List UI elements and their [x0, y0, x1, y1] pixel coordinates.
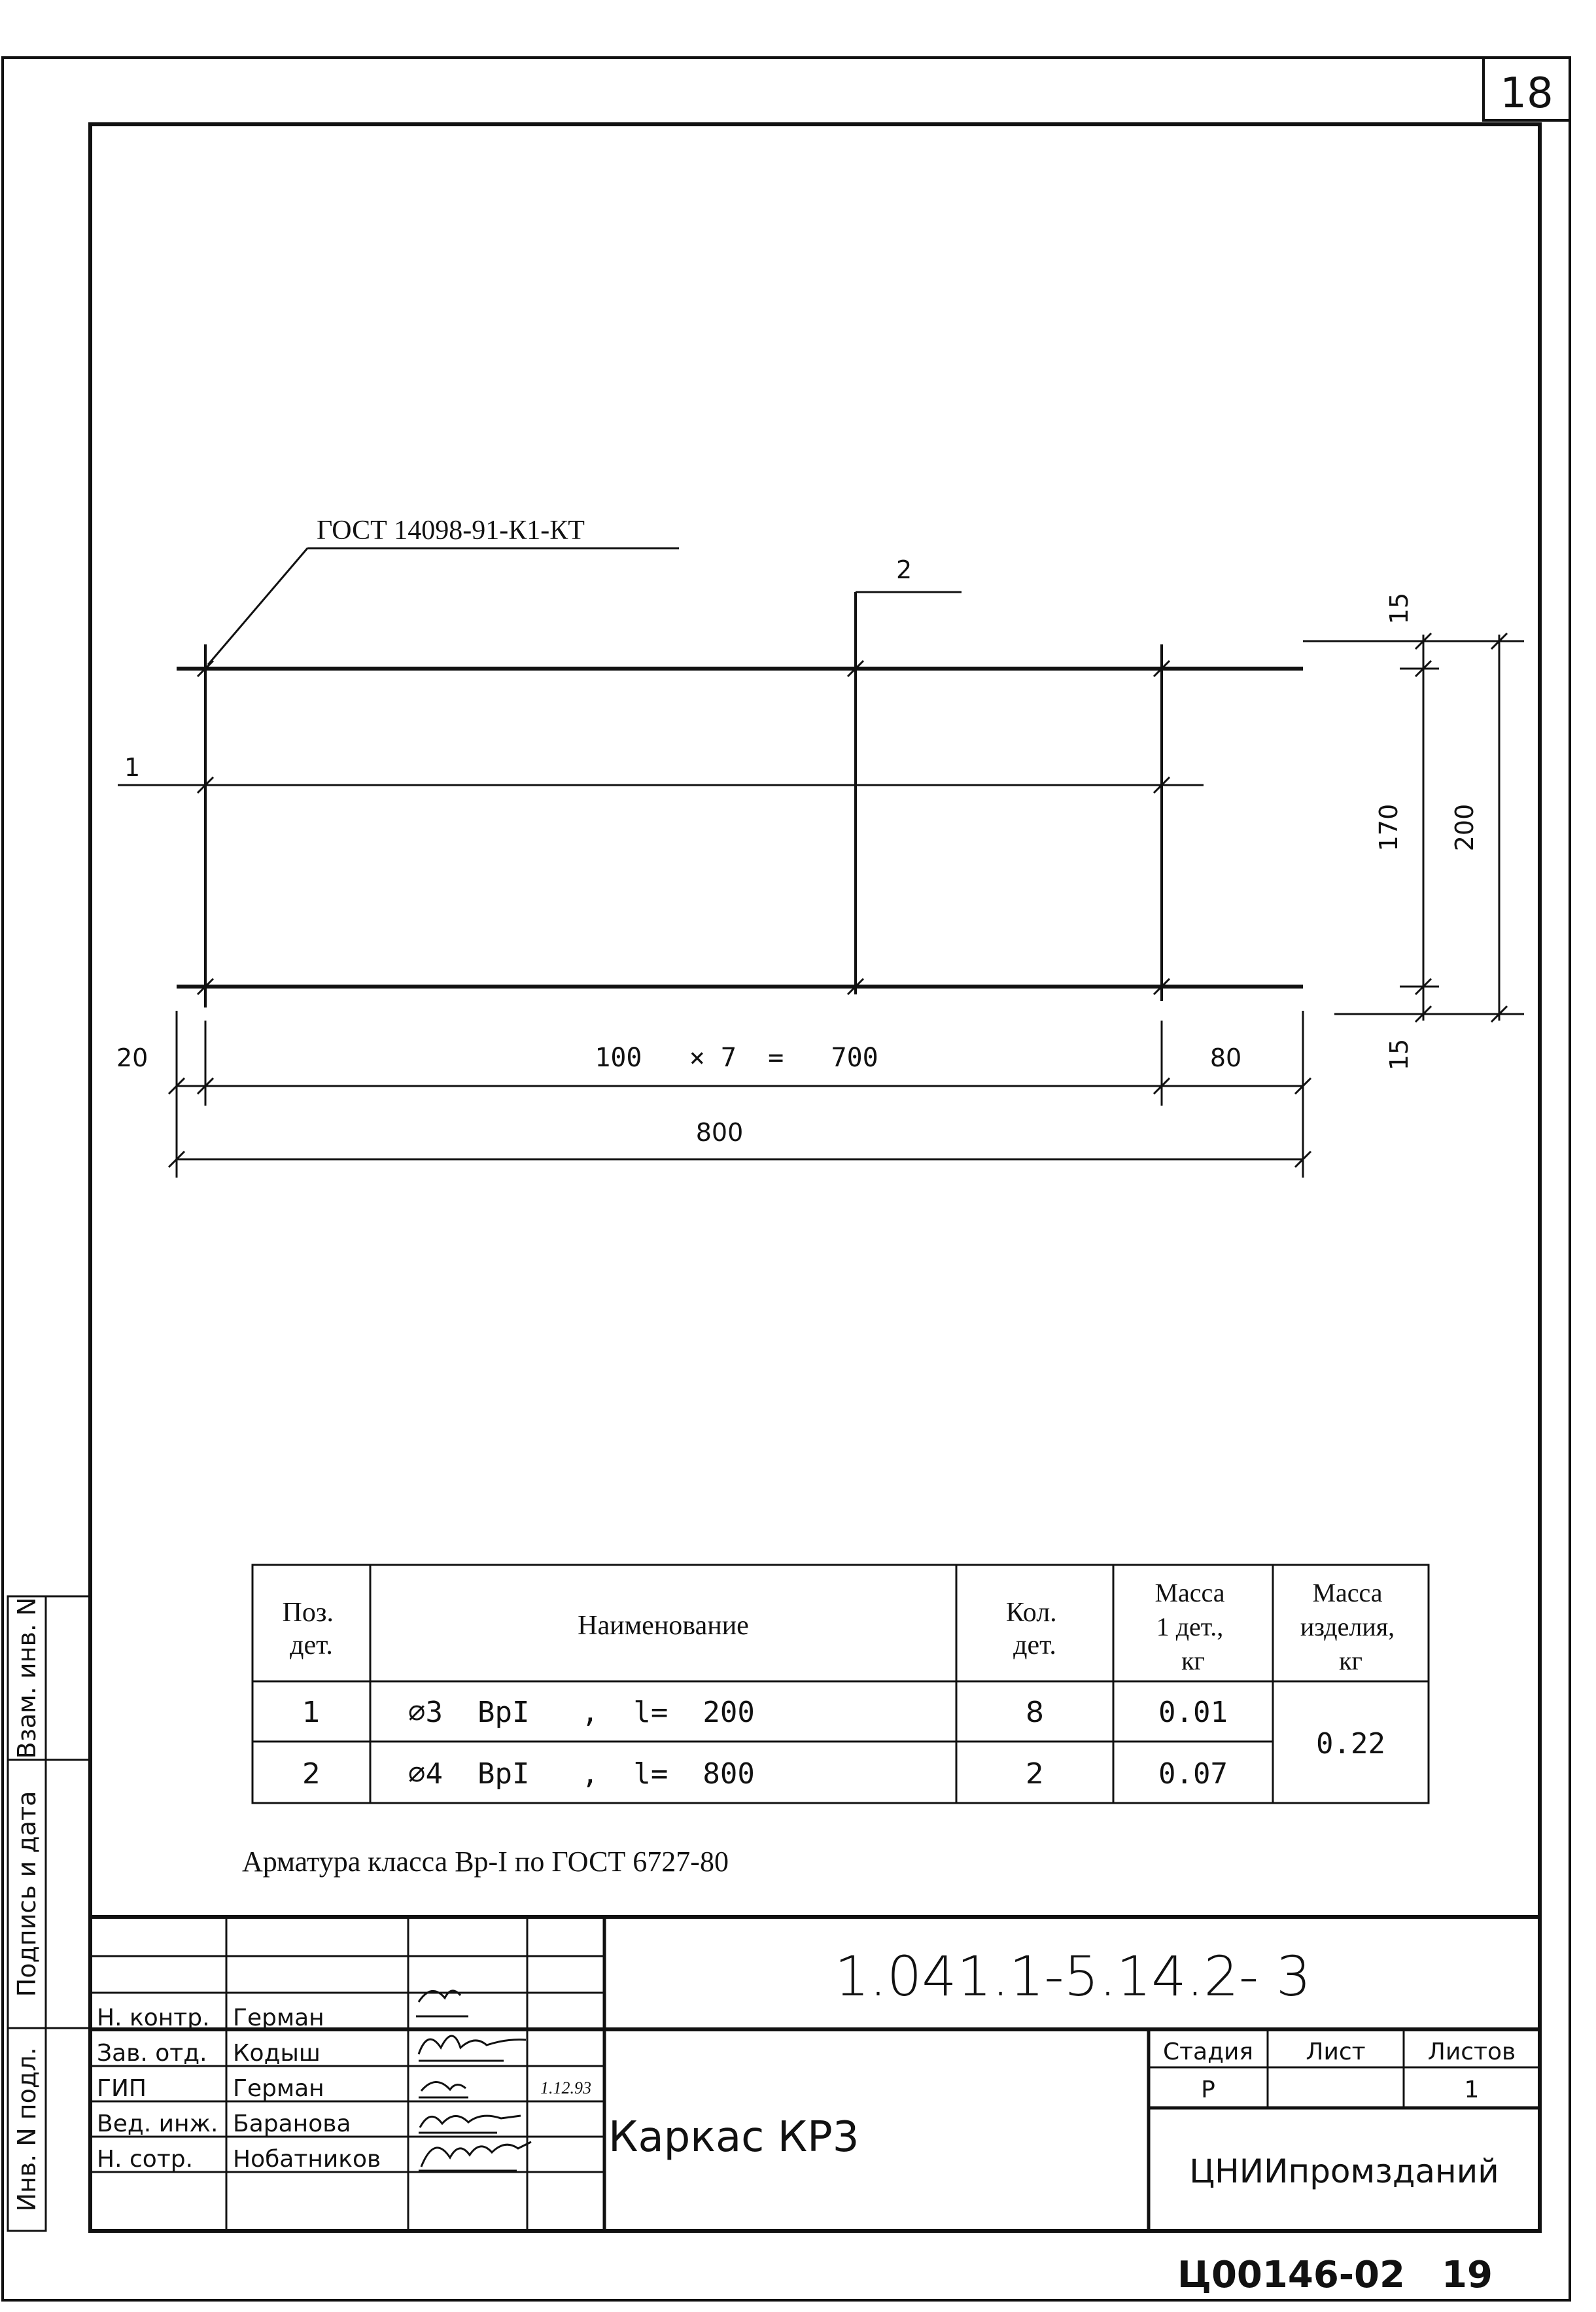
header-qty: Кол. дет.: [1005, 1598, 1057, 1660]
signature-2: [419, 2036, 526, 2061]
table-row: [302, 1757, 1228, 1791]
role-name: Нобатников: [233, 2146, 381, 2173]
stage-label: Стадия: [1162, 2039, 1254, 2065]
sheets-label: Листов: [1427, 2039, 1516, 2065]
role-name: Герман: [233, 2005, 324, 2031]
role-name: Кодыш: [233, 2040, 321, 2067]
side-stamp-replace: Взам. инв. N: [12, 1597, 41, 1759]
weld-leader: [208, 548, 307, 665]
total-mass: 0.22: [1316, 1727, 1385, 1760]
role-label: Н. контр.: [97, 2005, 210, 2031]
side-stamp-inv: Инв. N подл.: [12, 2047, 41, 2212]
archive-code: Ц00146-02: [1177, 2254, 1405, 2296]
page-number: 18: [1500, 69, 1553, 118]
signature-3: [419, 2082, 468, 2097]
role-name: Баранова: [233, 2111, 351, 2137]
header-mass-total: Масса изделия, кг: [1300, 1578, 1395, 1675]
signature-4: [419, 2116, 521, 2133]
dim-outer: 200: [1450, 803, 1479, 852]
dim-bottom: 15: [1385, 1038, 1414, 1071]
dim-right: 80: [1209, 1043, 1242, 1072]
role-label: Вед. инж.: [97, 2111, 218, 2137]
doc-code: 1.041.1-5.14.2- 3: [834, 1944, 1311, 2008]
row1-pos: 1: [302, 1696, 321, 1729]
role-name: Герман: [233, 2075, 324, 2102]
role-label: ГИП: [97, 2075, 147, 2102]
header-mass-one: Масса 1 дет., кг: [1154, 1578, 1225, 1675]
cage-drawing: [118, 548, 1524, 1178]
sheet-label: Лист: [1306, 2039, 1366, 2065]
position-2-label: 2: [896, 555, 912, 584]
signatures: [416, 1991, 531, 2171]
header-pos: Поз. дет.: [282, 1598, 334, 1660]
dim-mid: 100 × 7 = 700: [595, 1043, 878, 1073]
dim-total: 800: [695, 1118, 744, 1147]
role-date: 1.12.93: [540, 2078, 591, 2097]
weld-note: ГОСТ 14098-91-К1-КТ: [317, 516, 585, 546]
row1-qty: 8: [1026, 1696, 1044, 1729]
drawing-title: Каркас КР3: [608, 2113, 859, 2162]
reinforcement-note: Арматура класса Вр-I по ГОСТ 6727-80: [242, 1846, 729, 1878]
sheets-value: 1: [1464, 2076, 1480, 2103]
dim-top: 15: [1385, 592, 1414, 625]
row2-qty: 2: [1026, 1757, 1044, 1791]
role-label: Зав. отд.: [97, 2040, 207, 2067]
header-name: Наименование: [578, 1611, 749, 1641]
dim-inner: 170: [1374, 803, 1403, 852]
archive-page: 19: [1442, 2254, 1493, 2296]
row1-mass: 0.01: [1158, 1696, 1228, 1729]
signature-5: [419, 2142, 531, 2171]
role-label: Н. сотр.: [97, 2146, 194, 2173]
row2-pos: 2: [302, 1757, 321, 1791]
row2-name: ⌀4 ВрI , l= 800: [408, 1757, 755, 1791]
sheet-outer-border: [3, 58, 1570, 2300]
dim-left: 20: [116, 1043, 148, 1072]
stage-value: Р: [1201, 2076, 1215, 2103]
side-stamp-sign: Подпись и дата: [12, 1791, 41, 1997]
table-row: [302, 1696, 1228, 1729]
row2-mass: 0.07: [1158, 1757, 1228, 1791]
position-1-label: 1: [124, 753, 141, 782]
signature-1: [416, 1991, 468, 2016]
row1-name: ⌀3 ВрI , l= 200: [408, 1696, 755, 1729]
organization: ЦНИИпромзданий: [1189, 2152, 1499, 2190]
